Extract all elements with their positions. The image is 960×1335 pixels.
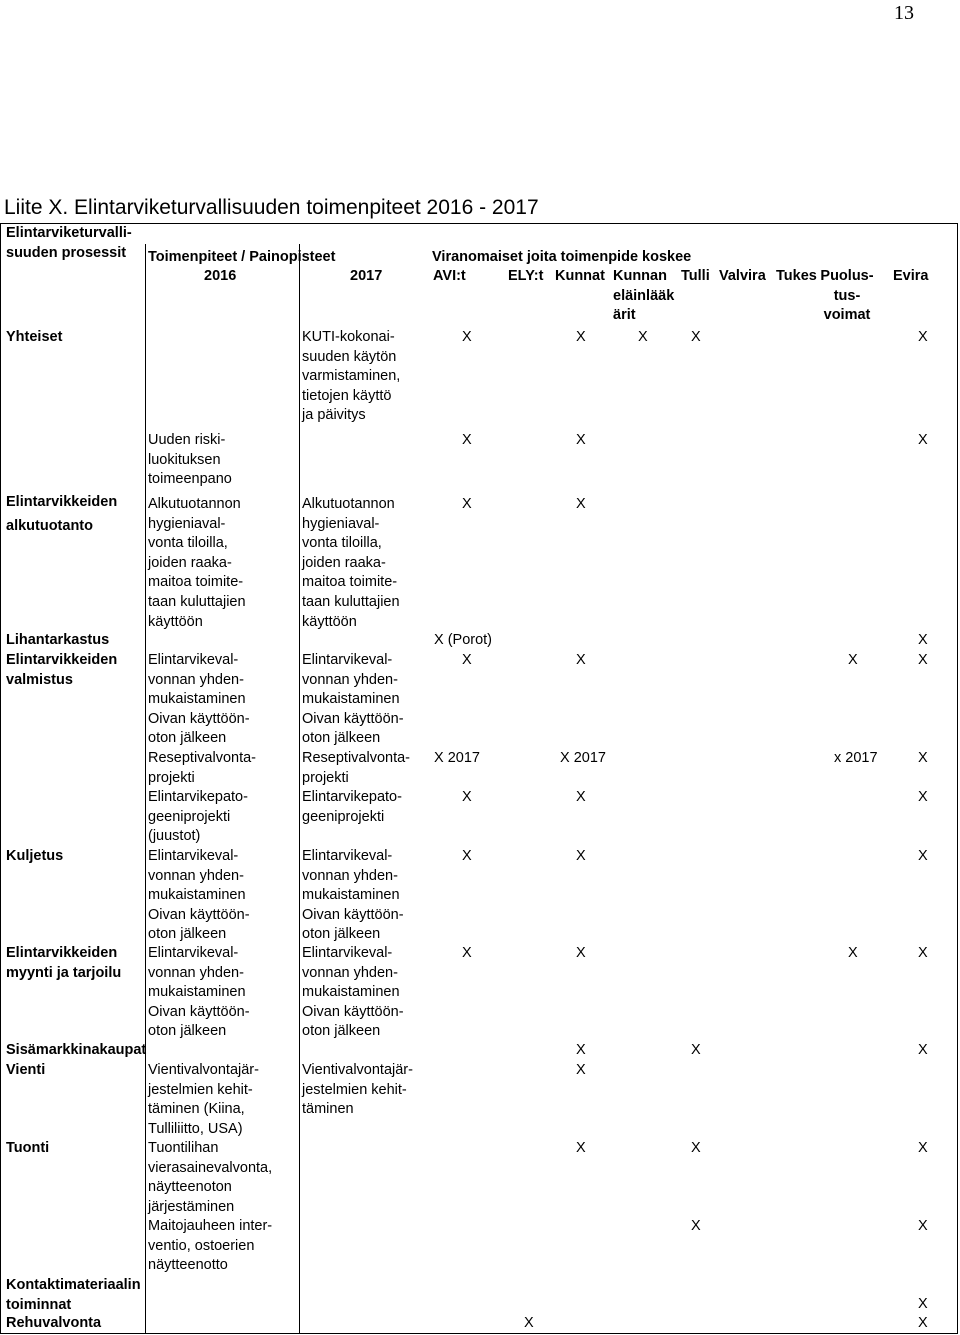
mark-kunnat: X [576, 652, 586, 668]
measure-2016-vienti: Vientivalvontajär- jestelmien kehit- täminen (Kiina, Tulliliitto, USA) [148, 1062, 259, 1137]
measure-2016-tuonti: Tuontilihan vierasainevalvonta, näytteenoton järjestäminen [148, 1140, 273, 1215]
mark-avi: X [462, 789, 472, 805]
measure-2017-patogeeni: Elintarvikepato- geeniprojekti [302, 789, 402, 825]
mark-kunnat: X [576, 432, 586, 448]
column-divider-2016 [299, 244, 300, 1334]
mark-kunnat-2017: X 2017 [560, 750, 606, 766]
measure-2016-riski: Uuden riski- luokituksen toimeenpano [148, 432, 232, 488]
measure-2017-alkutuotanto: Alkutuotannon hygieniaval- vonta tiloilla, joiden raaka- maitoa toimite- taan kuluttajien käyttöön [302, 496, 400, 630]
measure-2016-alkutuotanto: Alkutuotannon hygieniaval- vonta tiloilla, joiden raaka- maitoa toimite- taan kuluttajien käyttöön [148, 496, 246, 630]
mark-evira: X [918, 632, 928, 648]
header-evira: Evira [893, 268, 929, 284]
process-valmistus: Elintarvikkeiden valmistus [6, 652, 118, 688]
measures-table [0, 223, 958, 1334]
mark-avi: X [462, 432, 472, 448]
header-kunnan-elainlaakarit: Kunnan eläinlääk ärit [613, 268, 675, 324]
page-number: 13 [894, 2, 914, 24]
mark-puolustusvoimat: X [848, 652, 858, 668]
mark-evira: X [918, 789, 928, 805]
measure-2017-kuljetus: Elintarvikeval- vonnan yhden- mukaistaminen Oivan käyttöön- oton jälkeen [302, 848, 404, 943]
mark-tulli: X [691, 1140, 701, 1156]
process-alkutuotanto: Elintarvikkeiden alkutuotanto [6, 494, 118, 534]
header-authorities: Viranomaiset joita toimenpide koskee [432, 249, 692, 265]
mark-kunnat: X [576, 1140, 586, 1156]
page-title: Liite X. Elintarviketurvallisuuden toimenpiteet 2016 - 2017 [4, 196, 539, 219]
mark-evira: X [918, 848, 928, 864]
column-divider-process [145, 244, 146, 1334]
measure-2016-maitojauhe: Maitojauheen inter- ventio, ostoerien näytteenotto [148, 1218, 273, 1274]
mark-puolustusvoimat-2017: x 2017 [834, 750, 878, 766]
mark-ely: X [524, 1315, 534, 1331]
measure-2017-resepti: Reseptivalvonta- projekti [302, 750, 410, 786]
process-sisamarkkinakaupat: Sisämarkkinakaupat [6, 1042, 147, 1058]
header-tukes: Tukes [776, 268, 817, 284]
process-myynti: Elintarvikkeiden myynti ja tarjoilu [6, 945, 122, 981]
process-tuonti: Tuonti [6, 1140, 50, 1156]
mark-avi: X [462, 329, 472, 345]
measure-2017-valmistus: Elintarvikeval- vonnan yhden- mukaistaminen Oivan käyttöön- oton jälkeen [302, 652, 404, 747]
header-puolustusvoimat: Puolus- tus- voimat [820, 268, 874, 324]
mark-kunnan-elainlaakarit: X [638, 329, 648, 345]
mark-evira: X [918, 1042, 928, 1058]
mark-evira: X [918, 1315, 928, 1331]
mark-puolustusvoimat: X [848, 945, 858, 961]
measure-2016-kuljetus: Elintarvikeval- vonnan yhden- mukaistaminen Oivan käyttöön- oton jälkeen [148, 848, 250, 943]
mark-kunnat: X [576, 945, 586, 961]
mark-evira: X [918, 1296, 928, 1312]
process-kuljetus: Kuljetus [6, 848, 64, 864]
mark-avi: X [462, 496, 472, 512]
measure-2016-patogeeni: Elintarvikepato- geeniprojekti (juustot) [148, 789, 248, 845]
mark-avi: X [462, 945, 472, 961]
mark-kunnat: X [576, 789, 586, 805]
mark-tulli: X [691, 1218, 701, 1234]
measure-2016-myynti: Elintarvikeval- vonnan yhden- mukaistaminen Oivan käyttöön- oton jälkeen [148, 945, 250, 1040]
header-measures: Toimenpiteet / Painopisteet [148, 249, 336, 265]
process-lihantarkastus: Lihantarkastus [6, 632, 110, 648]
header-valvira: Valvira [719, 268, 766, 284]
mark-kunnat: X [576, 848, 586, 864]
header-ely: ELY:t [508, 268, 544, 284]
header-2017: 2017 [350, 268, 383, 284]
mark-avi-2017: X 2017 [434, 750, 480, 766]
mark-evira: X [918, 329, 928, 345]
mark-evira: X [918, 945, 928, 961]
process-rehuvalvonta: Rehuvalvonta [6, 1315, 102, 1331]
mark-evira: X [918, 750, 928, 766]
process-vienti: Vienti [6, 1062, 46, 1078]
mark-avi: X [462, 652, 472, 668]
measure-2016-valmistus: Elintarvikeval- vonnan yhden- mukaistaminen Oivan käyttöön- oton jälkeen [148, 652, 250, 747]
mark-evira: X [918, 432, 928, 448]
header-kunnat: Kunnat [555, 268, 605, 284]
process-kontaktimateriaalit: Kontaktimateriaalin toiminnat [6, 1277, 141, 1313]
mark-avi: X [462, 848, 472, 864]
header-tulli: Tulli [681, 268, 710, 284]
mark-evira: X [918, 652, 928, 668]
header-avi: AVI:t [433, 268, 466, 284]
mark-avi-porot: X (Porot) [434, 632, 493, 648]
mark-kunnat: X [576, 1062, 586, 1078]
process-yhteiset: Yhteiset [6, 329, 63, 345]
mark-kunnat: X [576, 329, 586, 345]
mark-kunnat: X [576, 1042, 586, 1058]
measure-2017-vienti: Vientivalvontajär- jestelmien kehit- täminen [302, 1062, 413, 1118]
header-2016: 2016 [204, 268, 237, 284]
mark-evira: X [918, 1218, 928, 1234]
mark-kunnat: X [576, 496, 586, 512]
mark-tulli: X [691, 329, 701, 345]
mark-tulli: X [691, 1042, 701, 1058]
header-process: Elintarviketurvalli- suuden prosessit [6, 225, 132, 261]
measure-2017-kuti: KUTI-kokonai- suuden käytön varmistaminen, tietojen käyttö ja päivitys [302, 329, 401, 424]
measure-2017-myynti: Elintarvikeval- vonnan yhden- mukaistaminen Oivan käyttöön- oton jälkeen [302, 945, 404, 1040]
mark-evira: X [918, 1140, 928, 1156]
measure-2016-resepti: Reseptivalvonta- projekti [148, 750, 256, 786]
